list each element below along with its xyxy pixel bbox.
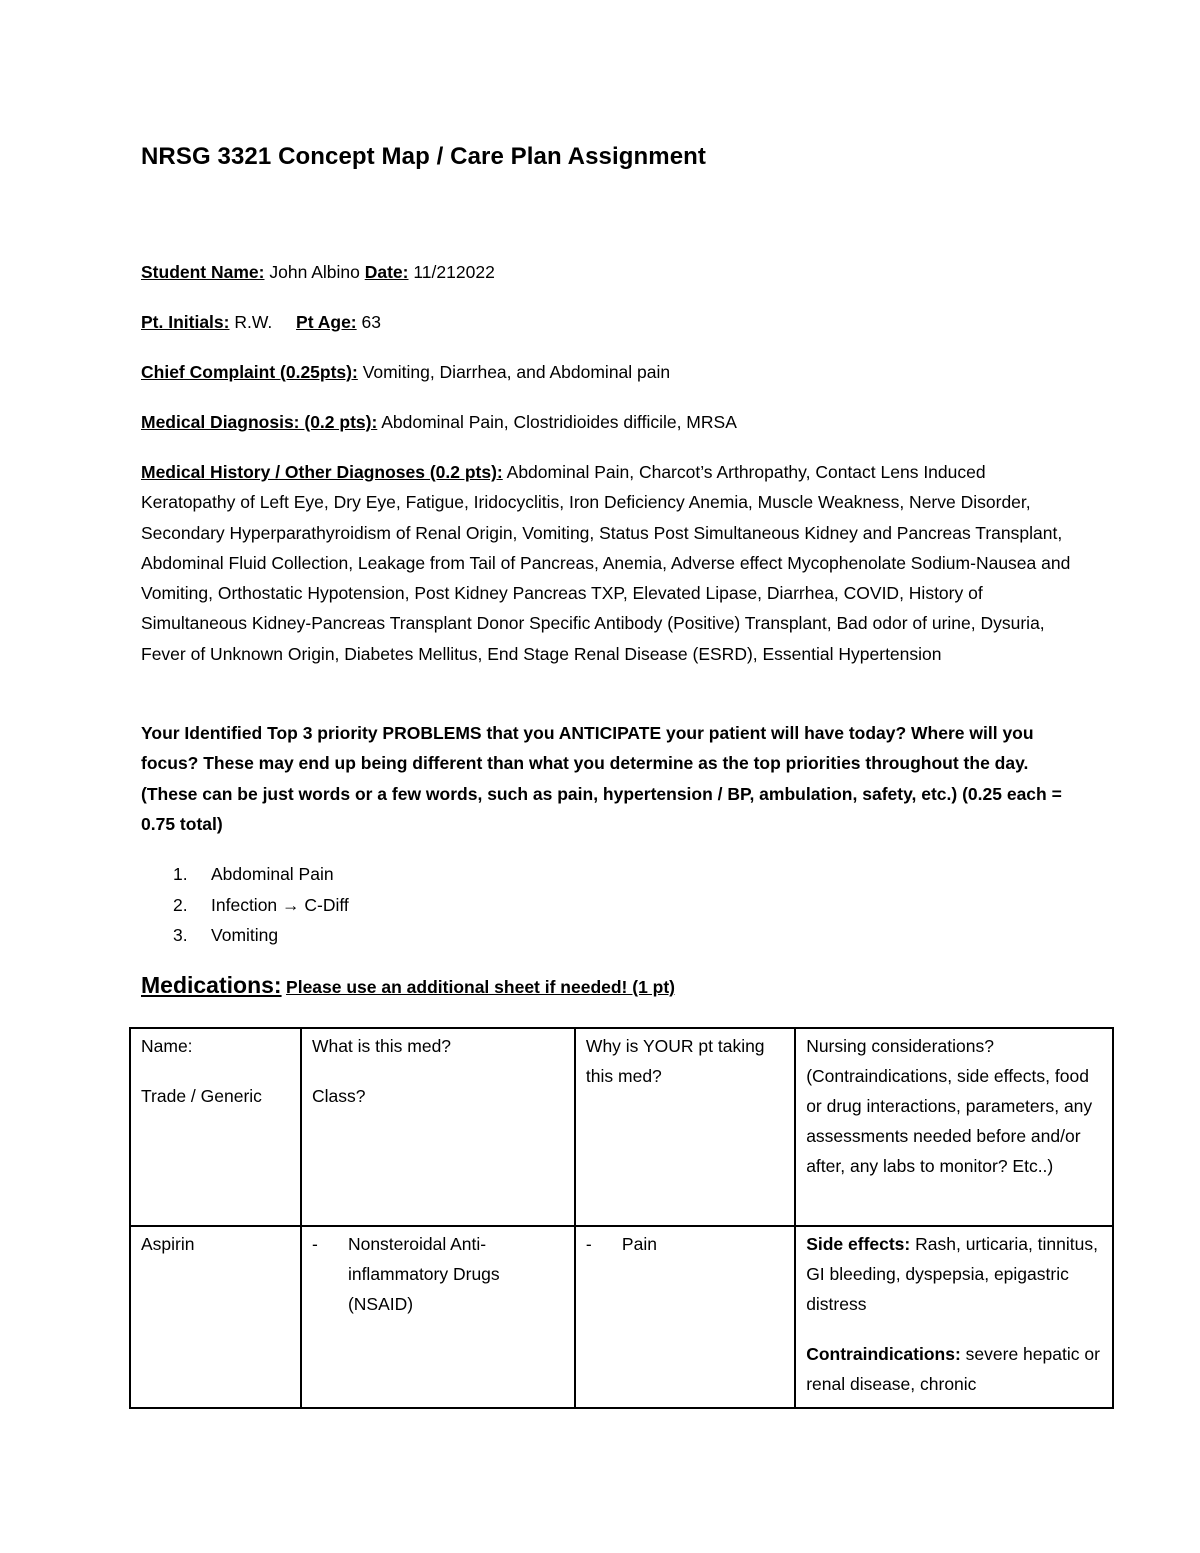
chief-complaint-label: Chief Complaint (0.25pts): <box>141 362 358 382</box>
priority-problem-list <box>173 859 349 951</box>
bullet-dash: - <box>311 1234 318 1254</box>
pt-initials-label: Pt. Initials: <box>141 312 230 332</box>
med-class-cell <box>301 1226 575 1408</box>
medications-heading-label: Medications: <box>141 972 282 998</box>
header-name-line2: Trade / Generic <box>141 1086 262 1106</box>
side-effects-paragraph <box>806 1229 1102 1319</box>
patient-info-line <box>141 307 381 337</box>
list-item <box>173 890 349 921</box>
medical-history-paragraph <box>141 457 1071 669</box>
list-item-text: Infection → C-Diff <box>211 894 349 915</box>
medications-heading-note: Please use an additional sheet if needed! (1 pt) <box>286 977 676 997</box>
list-item-text: Abdominal Pain <box>211 864 334 884</box>
student-info-line <box>141 257 495 287</box>
table-row <box>130 1226 1113 1408</box>
med-class: Nonsteroidal Anti-inflammatory Drugs (NSAID) <box>347 1234 500 1314</box>
medical-diagnosis-value: Abdominal Pain, Clostridioides difficile, MRSA <box>381 412 737 432</box>
student-name-label: Student Name: <box>141 262 265 282</box>
pt-age-label: Pt Age: <box>296 312 357 332</box>
side-effects-label: Side effects: <box>806 1234 911 1254</box>
medical-history-value: Abdominal Pain, Charcot’s Arthropathy, Contact Lens Induced Keratopathy of Left Eye, Dry Eye, Fatigue, Iridocyclitis, Iron Deficiency Anemia, Muscle Weakness, Nerve Disorder, Secondary Hyperparathyroidism of Renal Origin, Vomiting, Status Post Simultaneous Kidney and Pancreas Transplant, Abdominal Fluid Collection, Leakage from Tail of Pancreas, Anemia, Adverse effect Mycophenolate Sodium-Nausea and Vomiting, Orthostatic Hypotension, Post Kidney Pancreas TXP, Elevated Lipase, Diarrhea, COVID, History of Simultaneous Kidney-Pancreas Transplant Donor Specific Antibody (Positive) Transplant, Bad odor of urine, Dysuria, Fever of Unknown Origin, Diabetes Mellitus, End Stage Renal Disease (ESRD), Essential Hypertension <box>141 462 1071 664</box>
medications-table <box>129 1027 1114 1409</box>
header-nursing-text: Nursing considerations? (Contraindications, side effects, food or drug interactions, parameters, any assessments needed before and/or after, any labs to monitor? Etc..) <box>806 1036 1093 1176</box>
list-item-text: Vomiting <box>211 925 279 945</box>
side-effects-text: Rash, urticaria, tinnitus, GI bleeding, dyspepsia, epigastric distress <box>806 1234 1098 1314</box>
med-class-item <box>312 1229 564 1319</box>
list-item-number: 2. <box>173 894 188 915</box>
table-header-row <box>130 1028 1113 1226</box>
list-item <box>173 859 349 890</box>
med-nursing-cell <box>795 1226 1113 1408</box>
priority-problems-question: Your Identified Top 3 priority PROBLEMS that you ANTICIPATE your patient will have today? Where will you focus? These may end up being different than what you determine as the top priorities throughout the day. (These can be just words or a few words, such as pain, hypertension / BP, ambulation, safety, etc.) (0.25 each = 0.75 total) <box>141 723 1062 834</box>
med-reason: Pain <box>621 1234 657 1254</box>
pt-initials-value: R.W. <box>234 312 273 332</box>
contraindications-text: severe hepatic or renal disease, chronic <box>806 1344 1100 1394</box>
header-class-line2: Class? <box>311 1086 366 1106</box>
med-name-cell <box>130 1226 301 1408</box>
document-title: NRSG 3321 Concept Map / Care Plan Assignment <box>141 143 706 170</box>
medications-heading <box>141 972 675 999</box>
header-name-line1: Name: <box>141 1036 193 1056</box>
list-item <box>173 920 349 951</box>
list-item-number: 1. <box>173 864 188 884</box>
header-cell-nursing <box>795 1028 1113 1226</box>
med-reason-cell <box>575 1226 795 1408</box>
med-name: Aspirin <box>141 1234 195 1254</box>
header-cell-reason <box>575 1028 795 1226</box>
medical-history-label: Medical History / Other Diagnoses (0.2 pts): <box>141 462 503 482</box>
chief-complaint-line <box>141 357 670 387</box>
date-value: 11/212022 <box>413 262 495 282</box>
chief-complaint-value: Vomiting, Diarrhea, and Abdominal pain <box>362 362 671 382</box>
header-cell-name <box>130 1028 301 1226</box>
med-reason-item <box>586 1229 784 1259</box>
medical-diagnosis-label: Medical Diagnosis: (0.2 pts): <box>141 412 378 432</box>
bullet-dash: - <box>585 1234 592 1254</box>
header-class-line1: What is this med? <box>311 1036 452 1056</box>
date-label: Date: <box>364 262 409 282</box>
list-item-number: 3. <box>173 925 188 945</box>
header-cell-class <box>301 1028 575 1226</box>
header-reason-text: Why is YOUR pt taking this med? <box>585 1036 765 1086</box>
medical-diagnosis-line <box>141 407 737 437</box>
student-name-value: John Albino <box>269 262 360 282</box>
contraindications-paragraph <box>806 1339 1102 1399</box>
contraindications-label: Contraindications: <box>806 1344 961 1364</box>
pt-age-value: 63 <box>361 312 381 332</box>
